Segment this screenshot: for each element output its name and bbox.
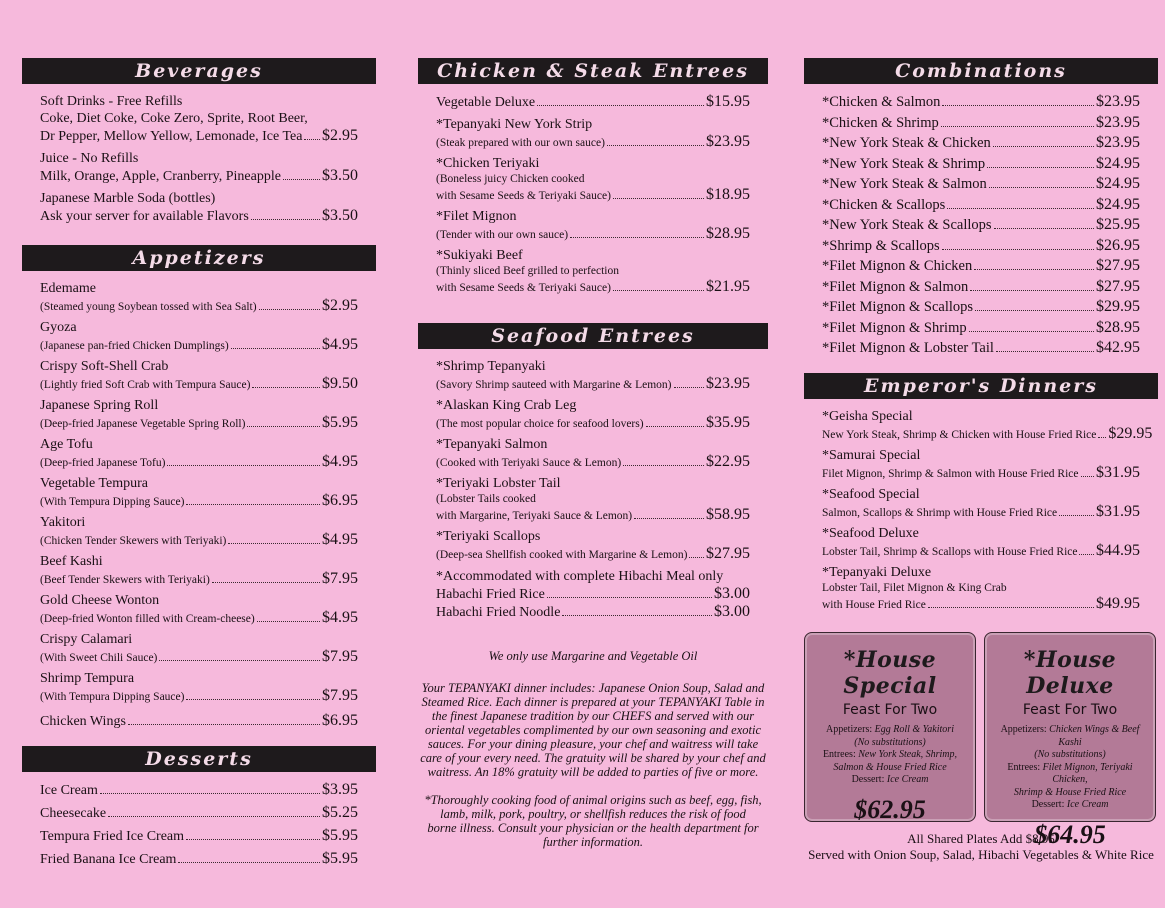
combo-item: [822, 257, 1140, 275]
appetizer-item: [40, 631, 358, 665]
item-price: $23.95: [706, 133, 750, 150]
appetizer-item: [40, 319, 358, 353]
side-item: [436, 603, 750, 621]
item-description: (Deep-sea Shellfish cooked with Margarine & Lemon): [436, 549, 688, 561]
soft-drinks-line: Coke, Diet Coke, Coke Zero, Sprite, Root Beer,: [40, 111, 308, 126]
item-name: Crispy Calamari: [40, 632, 133, 647]
middle-panel: [418, 58, 768, 849]
emperor-item: [822, 564, 1140, 612]
card-dessert: [805, 774, 975, 787]
dot-leader: [228, 543, 320, 544]
item-description: with House Fried Rice: [822, 599, 926, 611]
item-price: $28.95: [1096, 318, 1140, 336]
item-name: *Tepanyaki New York Strip: [436, 117, 593, 132]
item-price: $5.95: [322, 414, 358, 431]
item-price: $18.95: [706, 186, 750, 203]
item-price: $3.50: [322, 207, 358, 224]
item-price: $21.95: [706, 278, 750, 295]
soda-row: [40, 207, 358, 225]
item-name: Vegetable Tempura: [40, 476, 148, 491]
card-subtitle: Feast For Two: [1022, 702, 1118, 718]
item-name: Beef Kashi: [40, 554, 103, 569]
emperor-item: [822, 408, 1153, 442]
dot-leader: [646, 426, 704, 427]
dot-leader: [186, 504, 320, 505]
item-name: *Samurai Special: [822, 448, 921, 463]
dot-leader: [562, 615, 712, 616]
item-description: (Lightly fried Soft Crab with Tempura Sauce): [40, 379, 251, 391]
value: Chicken Wings & Beef Kashi: [1049, 724, 1140, 748]
card-no-sub: [985, 749, 1155, 762]
item-price: $31.95: [1096, 464, 1140, 481]
dot-leader: [251, 219, 320, 220]
item-price: $29.95: [1096, 298, 1140, 315]
juice-title: Juice - No Refills: [40, 151, 139, 166]
emperor-item: [822, 525, 1140, 559]
dot-leader: [613, 198, 704, 199]
item-name: *Shrimp & Scallops: [822, 237, 940, 254]
combo-item: [822, 175, 1140, 193]
combo-item: [822, 155, 1140, 173]
item-name: Edemame: [40, 281, 96, 296]
dinner-note: Your TEPANYAKI dinner includes: Japanese Onion Soup, Salad and Steamed Rice. Each dinner is prepared at your TEPANYAKI Table in the finest Japanese tradition by our CHEFS and served with our oriental vegetables complimented by our own seasoning and exotic sauces. For your dining pleasure, your chef and waitress will take care of your every need. The gratuity will be shared by your chef and waitress. An 18% gratuity will be added to parties of five or more.: [420, 681, 766, 779]
dot-leader: [100, 793, 320, 794]
appetizer-item: [40, 592, 358, 626]
item-price: $3.00: [714, 603, 750, 620]
item-name: Tempura Fried Ice Cream: [40, 829, 185, 844]
oil-note: We only use Margarine and Vegetable Oil: [488, 649, 698, 663]
item-price: $27.95: [1096, 257, 1140, 274]
dot-leader: [993, 146, 1094, 147]
seafood-item: [436, 528, 750, 562]
side-item: [436, 585, 750, 603]
item-price: $24.95: [1096, 175, 1140, 192]
card-price: $64.95: [1034, 819, 1106, 849]
item-price: $25.95: [1096, 216, 1140, 233]
dot-leader: [994, 228, 1094, 229]
appetizer-item: [40, 475, 358, 509]
entree-item: [436, 208, 750, 242]
appetizer-item: [40, 397, 358, 431]
dot-leader: [570, 237, 704, 238]
juice-line: Milk, Orange, Apple, Cranberry, Pineapple: [40, 169, 281, 184]
entree-item: [436, 116, 750, 150]
dot-leader: [613, 290, 704, 291]
item-price: $22.95: [706, 453, 750, 470]
dessert-item: [40, 827, 358, 845]
item-name: Crispy Soft-Shell Crab: [40, 359, 169, 374]
combo-item: [822, 216, 1140, 234]
dot-leader: [987, 167, 1094, 168]
item-name: *Shrimp Tepanyaki: [436, 359, 546, 374]
item-description: (Savory Shrimp sauteed with Margarine & Lemon): [436, 379, 672, 391]
item-name: *Tepanyaki Salmon: [436, 437, 548, 452]
dot-leader: [941, 126, 1094, 127]
item-price: $3.50: [322, 167, 358, 184]
entree-item: [436, 247, 750, 295]
section-header-appetizers: Appetizers: [22, 245, 376, 271]
card-subtitle: Feast For Two: [842, 702, 938, 718]
soft-drinks-row: [40, 127, 358, 145]
entree-item: [436, 93, 750, 111]
card-entrees: [985, 762, 1155, 787]
dot-leader: [304, 139, 320, 140]
section-header-beverages: Beverages: [22, 58, 376, 84]
dot-leader: [231, 348, 320, 349]
appetizer-item: [40, 280, 358, 314]
item-description: with Sesame Seeds & Teriyaki Sauce): [436, 282, 611, 294]
item-name: Yakitori: [40, 515, 86, 530]
dessert-item: [40, 850, 358, 868]
label: Dessert:: [851, 774, 885, 785]
dot-leader: [607, 145, 704, 146]
item-name: *Filet Mignon & Chicken: [822, 258, 973, 274]
dot-leader: [1081, 476, 1094, 477]
item-price: $23.95: [1096, 93, 1140, 110]
item-description: (Tender with our own sauce): [436, 229, 569, 241]
item-price: $4.95: [322, 336, 358, 353]
combo-item: [822, 339, 1140, 357]
combo-item: [822, 93, 1140, 111]
item-name: Chicken Wings: [40, 714, 126, 729]
combinations-list: [804, 93, 1158, 357]
dessert-item: [40, 781, 358, 799]
card-title: *House Special: [843, 647, 937, 699]
item-description: New York Steak, Shrimp & Chicken with House Fried Rice: [822, 429, 1097, 441]
item-name: *Chicken & Shrimp: [822, 114, 939, 131]
item-price: $26.95: [1096, 236, 1140, 254]
item-description: (Boneless juicy Chicken cooked: [436, 173, 585, 185]
item-description: (With Tempura Dipping Sauce): [40, 496, 185, 508]
item-price: $7.95: [322, 687, 358, 704]
item-description: Salmon, Scallops & Shrimp with House Fried Rice: [822, 507, 1058, 519]
dot-leader: [928, 607, 1094, 608]
item-price: $2.95: [322, 127, 358, 144]
item-name: Age Tofu: [40, 437, 93, 452]
appetizer-item: [40, 670, 358, 704]
item-name: *Chicken & Scallops: [822, 196, 946, 213]
item-price: $23.95: [1096, 134, 1140, 151]
item-name: Gold Cheese Wonton: [40, 593, 160, 608]
juice-row: [40, 167, 358, 185]
dot-leader: [178, 862, 320, 863]
dot-leader: [186, 839, 320, 840]
item-price: $15.95: [706, 93, 750, 110]
item-price: $23.95: [706, 375, 750, 392]
item-name: Cheesecake: [40, 806, 107, 821]
item-price: $23.95: [1096, 113, 1140, 131]
item-description: (Lobster Tails cooked: [436, 493, 536, 505]
appetizer-item: [40, 436, 358, 470]
emperor-item: [822, 447, 1140, 481]
item-price: $42.95: [1096, 339, 1140, 356]
item-name: Japanese Spring Roll: [40, 398, 159, 413]
value: Ice Cream: [886, 774, 929, 785]
item-price: $44.95: [1096, 542, 1140, 559]
combo-item: [822, 237, 1140, 255]
item-name: *Sukiyaki Beef: [436, 248, 523, 263]
combo-item: [822, 319, 1140, 337]
item-description: (Deep-fried Japanese Tofu): [40, 457, 166, 469]
value: Salmon & House Fried Rice: [833, 761, 947, 773]
section-header-desserts: Desserts: [22, 746, 376, 772]
hibachi-note: *Accommodated with complete Hibachi Meal only: [436, 569, 724, 584]
chicken-wings-row: [40, 712, 358, 730]
item-name: *New York Steak & Chicken: [822, 135, 991, 151]
item-description: (Steamed young Soybean tossed with Sea Salt): [40, 301, 257, 313]
dot-leader: [252, 387, 320, 388]
section-header-emperor: Emperor's Dinners: [804, 373, 1158, 399]
dot-leader: [634, 518, 704, 519]
dot-leader: [996, 351, 1094, 352]
shared-plates-note: All Shared Plates Add $8.95: [907, 831, 1055, 846]
card-appetizers: [985, 724, 1155, 749]
card-entrees-cont: [805, 762, 975, 775]
item-name: *Filet Mignon & Shrimp: [822, 319, 967, 336]
appetizer-item: [40, 514, 358, 548]
item-description: (Steak prepared with our own sauce): [436, 137, 605, 149]
item-name: *New York Steak & Shrimp: [822, 155, 986, 172]
dot-leader: [1059, 515, 1094, 516]
item-price: $31.95: [1096, 503, 1140, 520]
item-name: *Teriyaki Scallops: [436, 529, 541, 544]
combo-item: [822, 114, 1140, 132]
item-name: Shrimp Tempura: [40, 671, 135, 686]
value: (No substitutions): [1034, 749, 1106, 760]
item-description: (Chicken Tender Skewers with Teriyaki): [40, 535, 227, 547]
card-no-sub: [805, 737, 975, 750]
house-deluxe-card: [984, 632, 1156, 849]
dot-leader: [283, 179, 320, 180]
card-entrees-cont: [985, 787, 1155, 800]
item-name: *Seafood Special: [822, 487, 920, 502]
dot-leader: [159, 660, 320, 661]
dot-leader: [975, 310, 1094, 311]
emperor-list: [804, 408, 1158, 612]
right-panel: [804, 58, 1158, 617]
item-price: $24.95: [1096, 154, 1140, 172]
item-price: $2.95: [322, 297, 358, 314]
label: Entrees:: [1007, 761, 1041, 773]
seafood-item: [436, 397, 750, 431]
combo-item: [822, 298, 1140, 316]
dot-leader: [947, 208, 1094, 209]
dot-leader: [623, 465, 704, 466]
combo-item: [822, 134, 1140, 152]
item-price: $35.95: [706, 414, 750, 431]
item-description: (Japanese pan-fried Chicken Dumplings): [40, 340, 229, 352]
item-name: *Geisha Special: [822, 409, 913, 424]
item-price: $3.00: [714, 585, 750, 602]
seafood-item: [436, 436, 750, 470]
item-name: Fried Banana Ice Cream: [40, 852, 177, 867]
dot-leader: [1079, 554, 1094, 555]
dot-leader: [537, 105, 704, 106]
soft-drinks-title: Soft Drinks - Free Refills: [40, 94, 183, 109]
item-name: *Filet Mignon & Scallops: [822, 299, 974, 315]
dot-leader: [186, 699, 320, 700]
appetizer-item: [40, 358, 358, 392]
item-price: $4.95: [322, 453, 358, 470]
item-price: $58.95: [706, 506, 750, 523]
item-price: $4.95: [322, 531, 358, 548]
card-entrees: [805, 749, 975, 762]
item-description: Lobster Tail, Shrimp & Scallops with House Fried Rice: [822, 546, 1078, 558]
seafood-item: [436, 475, 750, 523]
value: Filet Mignon, Teriyaki Chicken,: [1042, 761, 1133, 785]
item-price: $49.95: [1096, 595, 1140, 612]
item-description: with Margarine, Teriyaki Sauce & Lemon): [436, 510, 633, 522]
emperor-item: [822, 486, 1140, 520]
dot-leader: [547, 597, 712, 598]
served-with-note: Served with Onion Soup, Salad, Hibachi Vegetables & White Rice: [808, 847, 1154, 862]
left-panel: [22, 58, 376, 873]
seafood-item: [436, 358, 750, 392]
section-header-seafood: Seafood Entrees: [418, 323, 768, 349]
label: Dessert:: [1031, 799, 1065, 810]
item-price: $3.95: [322, 781, 358, 798]
item-description: (With Tempura Dipping Sauce): [40, 691, 185, 703]
value: Shrimp & House Fried Rice: [1013, 786, 1127, 798]
dot-leader: [674, 387, 705, 388]
section-header-combinations: Combinations: [804, 58, 1158, 84]
item-price: $27.95: [706, 545, 750, 562]
item-description: (Deep-fried Japanese Vegetable Spring Roll): [40, 418, 246, 430]
dot-leader: [969, 331, 1094, 332]
value: Ice Cream: [1066, 799, 1109, 810]
card-dessert: [985, 799, 1155, 812]
item-name: *Tepanyaki Deluxe: [822, 565, 932, 580]
item-name: Vegetable Deluxe: [436, 95, 536, 110]
dot-leader: [942, 105, 1094, 106]
item-price: $5.95: [322, 827, 358, 844]
dot-leader: [257, 621, 320, 622]
soda-line: Ask your server for available Flavors: [40, 209, 249, 224]
soft-drinks-line: Dr Pepper, Mellow Yellow, Lemonade, Ice Tea: [40, 129, 303, 144]
appetizer-item: [40, 553, 358, 587]
item-price: $7.95: [322, 570, 358, 587]
item-price: $7.95: [322, 648, 358, 665]
item-price: $6.95: [322, 492, 358, 509]
value: New York Steak, Shrimp,: [858, 749, 958, 760]
item-name: *Seafood Deluxe: [822, 526, 919, 541]
item-description: Filet Mignon, Shrimp & Salmon with House Fried Rice: [822, 468, 1079, 480]
house-special-card: [804, 632, 976, 822]
dot-leader: [1098, 437, 1106, 438]
dot-leader: [970, 290, 1094, 291]
value: (No substitutions): [854, 736, 926, 748]
dot-leader: [974, 269, 1094, 270]
card-appetizers: [805, 724, 975, 737]
combo-item: [822, 278, 1140, 296]
label: Entrees:: [822, 749, 856, 760]
appetizers-list: [22, 280, 376, 730]
card-title: *House Deluxe: [1023, 647, 1117, 699]
item-name: *Chicken & Salmon: [822, 94, 941, 110]
entree-item: [436, 155, 750, 203]
item-name: Ice Cream: [40, 783, 98, 798]
item-name: *Filet Mignon: [436, 209, 517, 224]
item-name: *Alaskan King Crab Leg: [436, 398, 577, 413]
item-description: (Cooked with Teriyaki Sauce & Lemon): [436, 457, 622, 469]
dot-leader: [689, 557, 704, 558]
beverages-list: [22, 93, 376, 225]
dot-leader: [989, 187, 1094, 188]
item-name: *New York Steak & Scallops: [822, 217, 992, 233]
dot-leader: [212, 582, 320, 583]
chicken-steak-list: [418, 93, 768, 295]
item-name: Habachi Fried Rice: [436, 587, 545, 602]
item-price: $24.95: [1096, 195, 1140, 213]
label: Appetizers:: [1000, 724, 1047, 735]
dot-leader: [167, 465, 320, 466]
item-price: $27.95: [1096, 277, 1140, 295]
item-price: $28.95: [706, 225, 750, 242]
label: Appetizers:: [826, 724, 873, 735]
item-description: Lobster Tail, Filet Mignon & King Crab: [822, 582, 1007, 594]
dot-leader: [247, 426, 320, 427]
dot-leader: [128, 724, 320, 725]
item-name: *Filet Mignon & Salmon: [822, 278, 969, 295]
item-description: (With Sweet Chili Sauce): [40, 652, 158, 664]
dessert-item: [40, 804, 358, 822]
item-name: *New York Steak & Salmon: [822, 176, 987, 192]
card-price: $62.95: [854, 794, 926, 824]
item-name: *Chicken Teriyaki: [436, 156, 540, 171]
item-name: *Filet Mignon & Lobster Tail: [822, 340, 994, 356]
section-header-chicken-steak: Chicken & Steak Entrees: [418, 58, 768, 84]
item-description: (Thinly sliced Beef grilled to perfection: [436, 265, 619, 277]
item-description: (The most popular choice for seafood lovers): [436, 418, 644, 430]
footer-note: [804, 831, 1158, 863]
seafood-list: [418, 358, 768, 621]
desserts-list: [22, 781, 376, 868]
item-description: (Beef Tender Skewers with Teriyaki): [40, 574, 210, 586]
item-price: $6.95: [322, 712, 358, 729]
item-price: $5.25: [322, 804, 358, 821]
dot-leader: [942, 249, 1094, 250]
dot-leader: [108, 816, 320, 817]
item-description: with Sesame Seeds & Teriyaki Sauce): [436, 190, 611, 202]
item-name: Habachi Fried Noodle: [436, 605, 561, 620]
item-price: $9.50: [322, 375, 358, 392]
item-price: $5.95: [322, 850, 358, 867]
item-name: Gyoza: [40, 320, 77, 335]
item-price: $4.95: [322, 609, 358, 626]
item-price: $29.95: [1108, 425, 1153, 442]
combo-item: [822, 196, 1140, 214]
dot-leader: [259, 309, 320, 310]
item-description: (Deep-fried Wonton filled with Cream-cheese): [40, 613, 255, 625]
value: Egg Roll & Yakitori: [874, 724, 954, 735]
health-warning: *Thoroughly cooking food of animal origins such as beef, egg, fish, lamb, milk, pork, poultry, or shellfish reduces the risk of food borne illness. Consult your physician or the health department for further information.: [424, 793, 762, 849]
soda-title: Japanese Marble Soda (bottles): [40, 191, 216, 206]
item-name: *Teriyaki Lobster Tail: [436, 476, 561, 491]
